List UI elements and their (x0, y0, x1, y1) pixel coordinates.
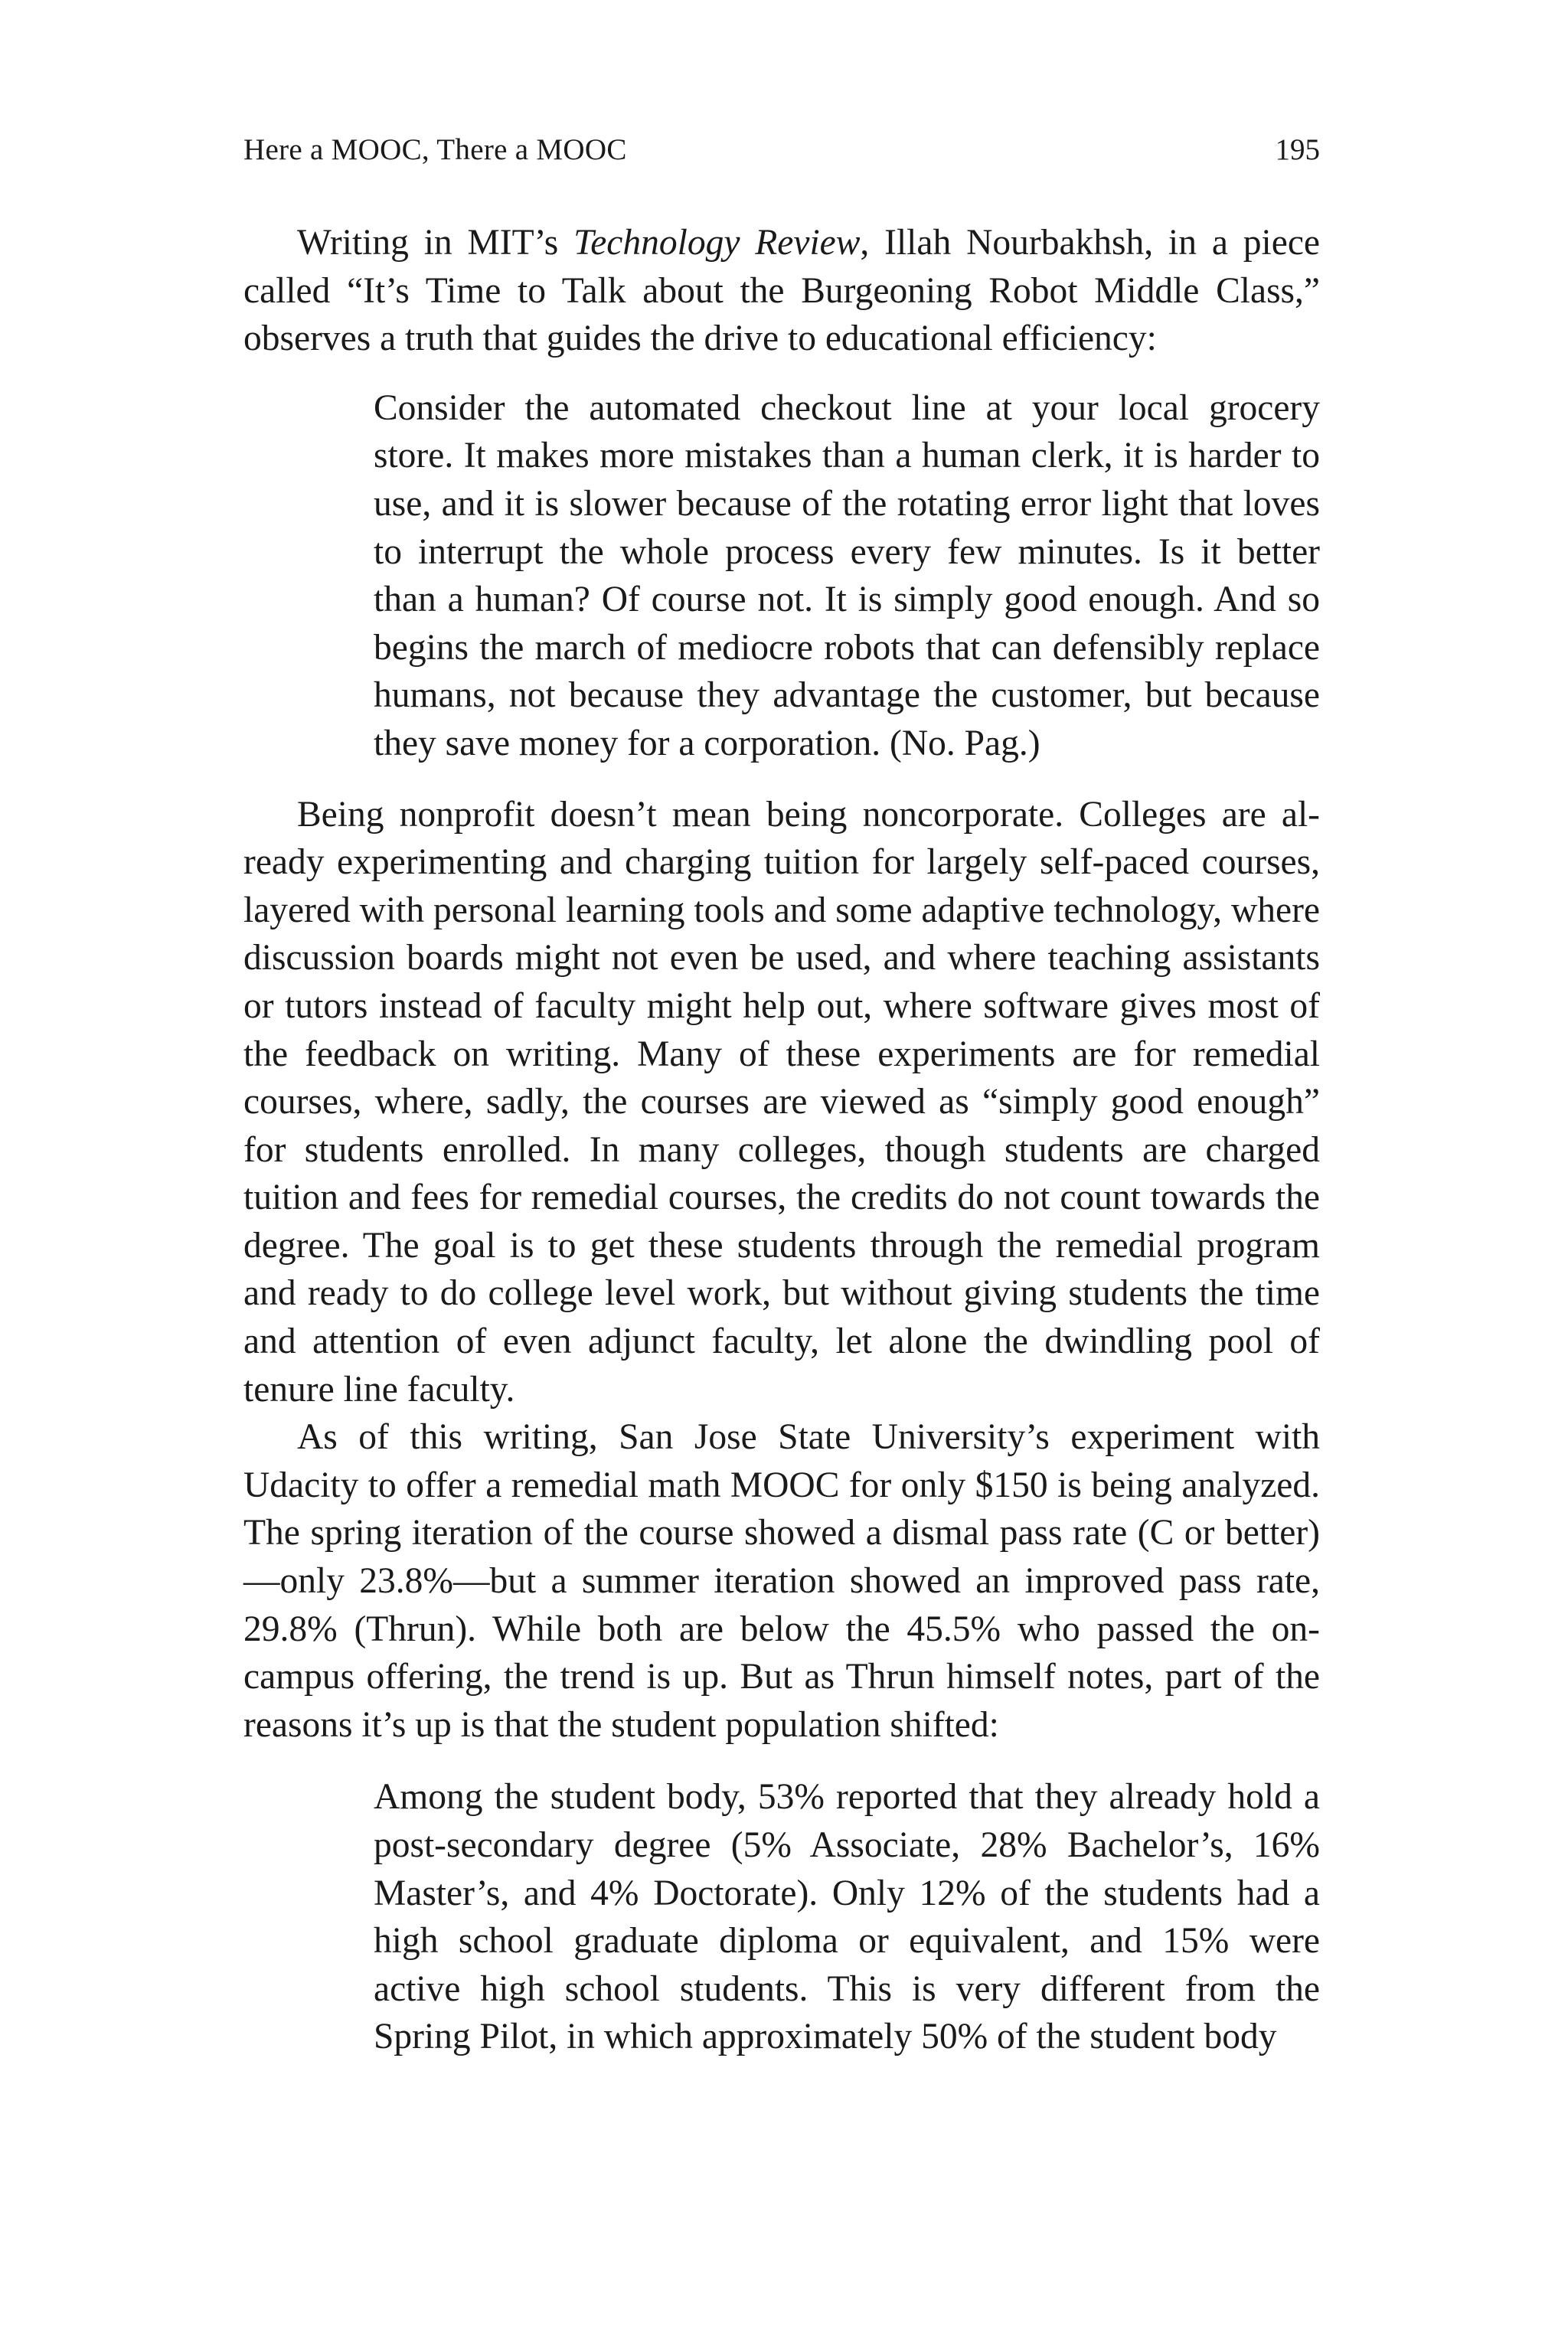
paragraph-san-jose-state: As of this writing, San Jose State University’s experiment with Udacity to offer a remedial math MOOC for only $150 is being analyzed. The spring iteration of the course showed a dismal pass rate (C or better)—only 23.8%—but a summer iteration showed an improved pass rate, 29.8% (Thrun). While both are below the 45.5% who passed the on-campus offering, the trend is up. But as Thrun himself notes, part of the reasons it’s up is that the student population shifted: (243, 1417, 1320, 1745)
running-head (243, 127, 1320, 173)
running-title: Here a MOOC, There a MOOC (243, 133, 627, 166)
paragraph-intro-text-end: , Illah Nourbakhsh, in a piece called “It’s Time to Talk about the Burgeoning Robot Middle Class,” observes a truth that guides the drive to educational efficiency: (243, 223, 1320, 359)
body-text (243, 219, 1320, 2084)
paragraph-intro (243, 219, 1320, 363)
paragraph-nonprofit: Being nonprofit doesn’t mean being noncorporate. Colleges are already experimenting and charging tuition for largely self-paced courses, layered with personal learning tools and some adaptive technology, where discussion boards might not even be used, and where teaching assistants or tutors instead of faculty might help out, where software gives most of the feedback on writing. Many of these experiments are for remedial courses, where, sadly, the courses are viewed as “simply good enough” for students enrolled. In many colleges, though students are charged tuition and fees for remedial courses, the credits do not count towards the degree. The goal is to get these students through the remedial program and ready to do college level work, but without giving students the time and attention of even adjunct faculty, let alone the dwindling pool of tenure line faculty. (243, 794, 1320, 1410)
block-quote-thrun: Among the student body, 53% reported that they already hold a post-secondary degree (5% Associate, 28% Bachelor’s, 16% Master’s, and 4% Doctorate). Only 12% of the students had a high school graduate diploma or equivalent, and 15% were active high school students. This is very different from the Spring Pilot, in which approximately 50% of the student body (374, 1777, 1320, 2057)
page-number: 195 (1275, 133, 1320, 166)
journal-title: Technology Review (573, 223, 861, 263)
paragraph-intro-text-start: Writing in MIT’s (297, 223, 574, 263)
block-quote-nourbakhsh: Consider the automated checkout line at your local grocery store. It makes more mistakes than a human clerk, it is harder to use, and it is slower because of the rotating error light that loves to interrupt the whole process every few minutes. Is it better than a human? Of course not. It is simply good enough. And so begins the march of mediocre robots that can defensibly replace humans, not because they advantage the customer, but because they save money for a corporation. (No. Pag.) (374, 387, 1320, 763)
